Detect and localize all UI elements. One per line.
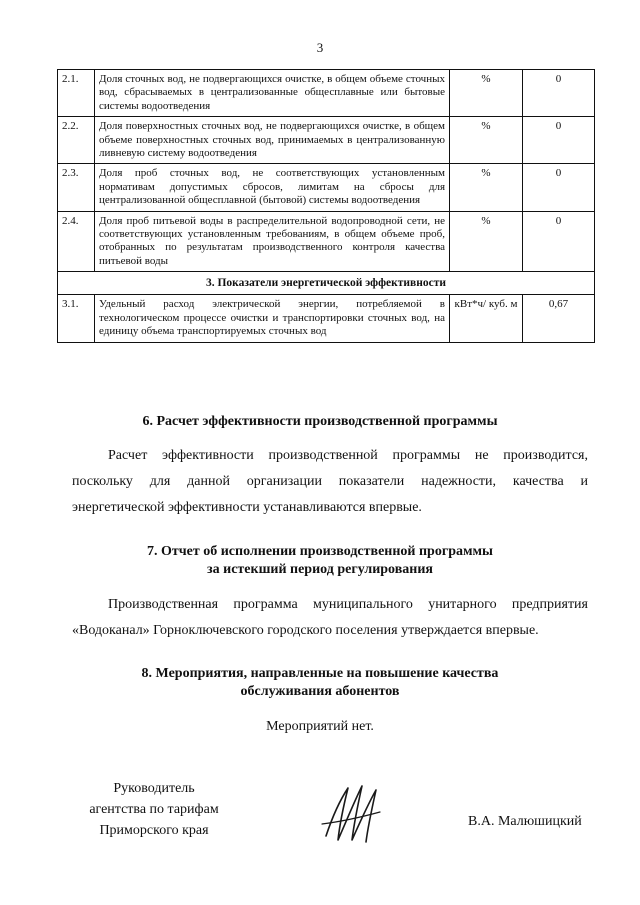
row-value: 0 — [523, 164, 595, 211]
row-value: 0,67 — [523, 295, 595, 342]
section-7-title-line1: 7. Отчет об исполнении производственной программы — [146, 544, 493, 559]
row-value: 0 — [523, 70, 595, 117]
handwritten-signature — [318, 778, 388, 848]
table-row — [58, 295, 595, 342]
row-description: Удельный расход электрической энергии, потребляемой в технологическом процессе очистки и транспортировки сточных вод, на единицу объема транспортируемых сточных вод — [95, 295, 450, 342]
section-6-paragraph — [72, 443, 588, 521]
row-unit: % — [450, 117, 523, 164]
signatory-name: В.А. Малюшицкий — [468, 814, 582, 829]
page-number: 3 — [316, 40, 324, 55]
section-6-heading: 6. Расчет эффективности производственной программы — [142, 414, 498, 429]
row-unit: % — [450, 164, 523, 211]
row-description: Доля проб питьевой воды в распределительной водопроводной сети, не соответствующих установленным требованиям, в общем объеме проб, отобранных по результатам производственного контроля качества питьевой воды — [95, 211, 450, 272]
table-row — [58, 211, 595, 272]
row-number: 2.2. — [58, 117, 95, 164]
row-number: 3.1. — [58, 295, 95, 342]
indicators-table — [57, 69, 595, 343]
row-number: 2.4. — [58, 211, 95, 272]
section-7-heading — [0, 543, 640, 579]
section-title: 3. Показатели энергетической эффективности — [58, 272, 595, 295]
row-unit: % — [450, 70, 523, 117]
row-unit: кВт*ч/ куб. м — [450, 295, 523, 342]
section-8-text: Мероприятий нет. — [266, 719, 374, 734]
position-line3: Приморского края — [99, 823, 209, 838]
position-line2: агентства по тарифам — [89, 802, 219, 817]
table-section-header — [58, 272, 595, 295]
section-7-text: Производственная программа муниципального унитарного предприятия «Водоканал» Горноключевского городского поселения утверждается впервые. — [72, 597, 588, 638]
row-description: Доля сточных вод, не подвергающихся очистке, в общем объеме сточных вод, сбрасываемых в централизованные общесплавные или бытовые системы водоотведения — [95, 70, 450, 117]
row-description: Доля проб сточных вод, не соответствующих установленным нормативам допустимых сбросов, лимитам на сбросы для централизованной общесплавной (бытовой) системы водоотведения — [95, 164, 450, 211]
row-value: 0 — [523, 211, 595, 272]
table-row — [58, 70, 595, 117]
row-number: 2.1. — [58, 70, 95, 117]
row-value: 0 — [523, 117, 595, 164]
section-6-text: Расчет эффективности производственной программы не производится, поскольку для данной организации показатели надежности, качества и энергетической эффективности устанавливаются впервые. — [72, 448, 588, 515]
position-line1: Руководитель — [113, 781, 195, 796]
section-8-title-line1: 8. Мероприятия, направленные на повышение качества — [141, 666, 499, 681]
section-7-paragraph — [72, 592, 588, 644]
row-description: Доля поверхностных сточных вод, не подвергающихся очистке, в общем объеме поверхностных сточных вод, принимаемых в централизованную ливневую систему водоотведения — [95, 117, 450, 164]
section-7-title-line2: за истекший период регулирования — [207, 562, 433, 578]
table-row — [58, 164, 595, 211]
row-number: 2.3. — [58, 164, 95, 211]
section-8-title-line2: обслуживания абонентов — [240, 684, 400, 700]
section-8-heading — [0, 665, 640, 701]
table-row — [58, 117, 595, 164]
signatory-position — [74, 778, 234, 841]
row-unit: % — [450, 211, 523, 272]
